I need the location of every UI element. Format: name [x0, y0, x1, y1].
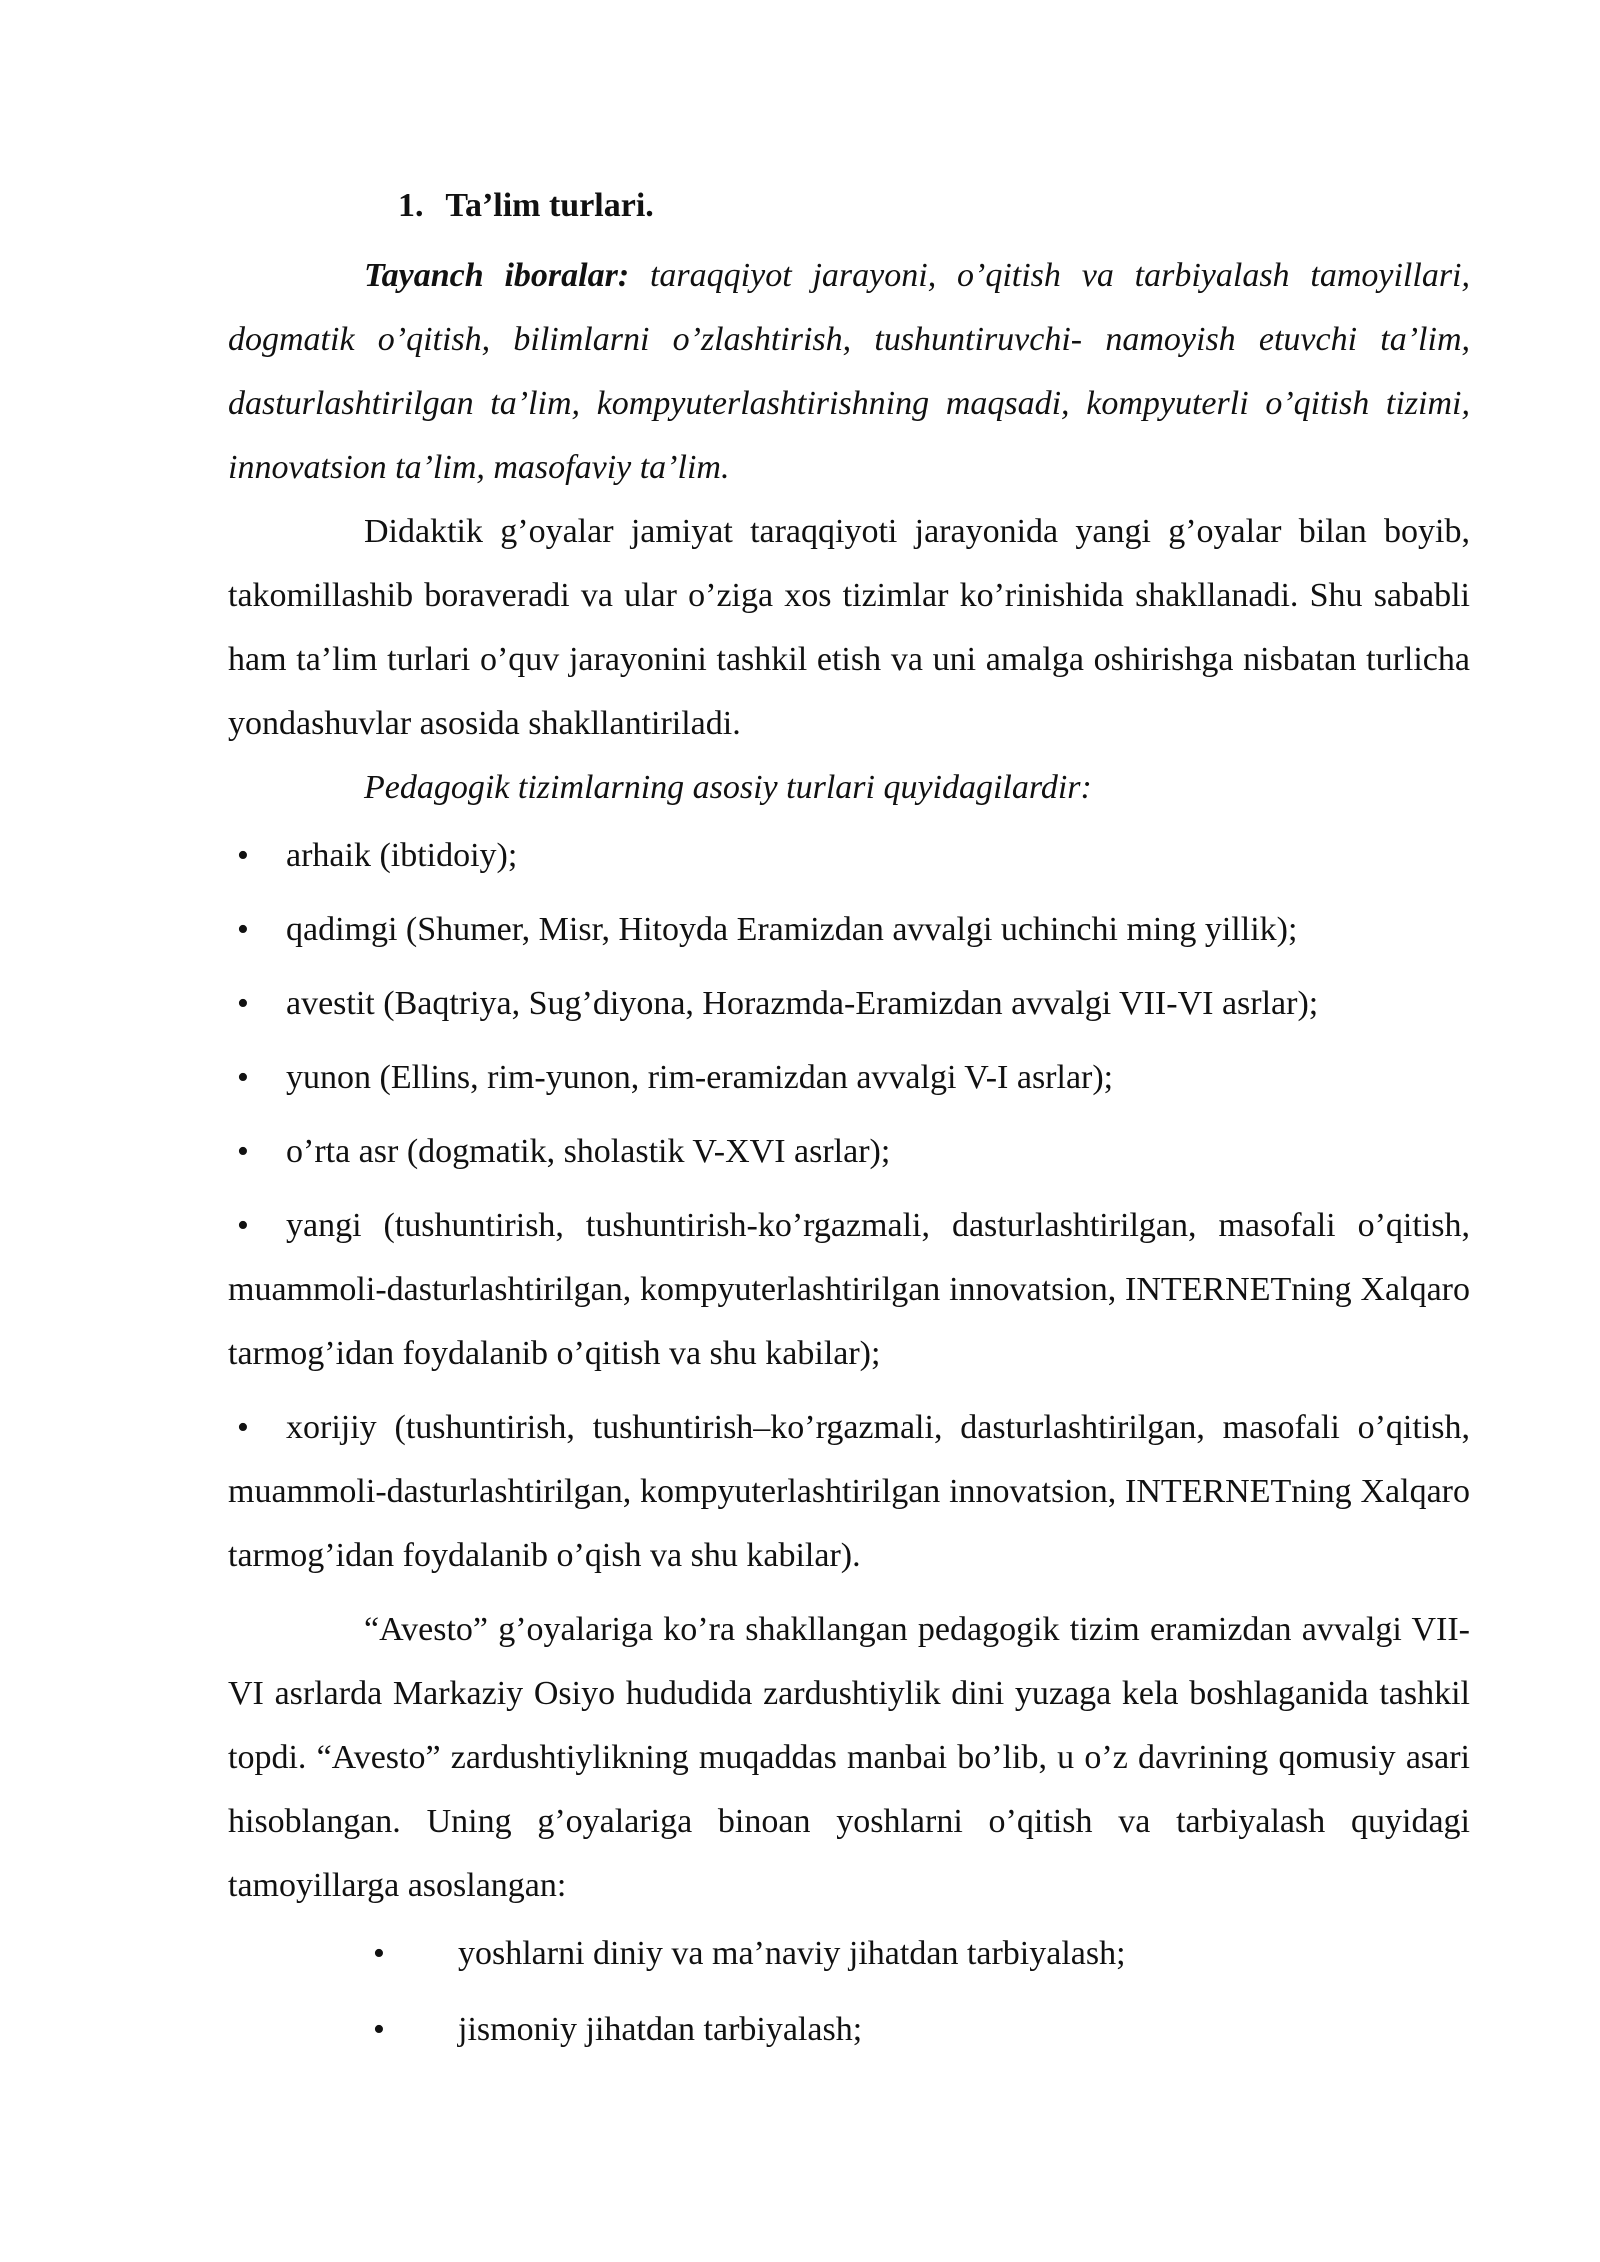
- document-page: [228, 178, 1470, 2074]
- heading-number: 1.: [398, 187, 424, 224]
- list-item: [228, 898, 1470, 962]
- bullet-icon: •: [373, 2011, 385, 2048]
- list-item-text: o’rta asr (dogmatik, sholastik V-XVI asrlar);: [286, 1133, 891, 1170]
- list-item-text: qadimgi (Shumer, Misr, Hitoyda Eramizdan avvalgi uchinchi ming yillik);: [286, 911, 1298, 948]
- list-item-text: jismoniy jihatdan tarbiyalash;: [458, 2011, 863, 2048]
- bullet-icon: •: [237, 1133, 249, 1170]
- list-item-text: avestit (Baqtriya, Sug’diyona, Horazmda-Eramizdan avvalgi VII-VI asrlar);: [286, 985, 1319, 1022]
- bullet-icon: •: [237, 1409, 249, 1446]
- keywords-text: taraqqiyot jarayoni, o’qitish va tarbiyalash tamoyillari, dogmatik o’qitish, bilimlarni o’zlashtirish, tushuntiruvchi- namoyish etuvchi ta’lim, dasturlashtirilgan ta’lim, kompyuterlashtirishning maqsadi, kompyuterli o’qitish tizimi, innovatsion ta’lim, masofaviy ta’lim.: [228, 257, 1470, 486]
- bullet-icon: •: [373, 1935, 385, 1972]
- list-item-text: yunon (Ellins, rim-yunon, rim-eramizdan avvalgi V-I asrlar);: [286, 1059, 1114, 1096]
- body-paragraph-1: Didaktik g’oyalar jamiyat taraqqiyoti jarayonida yangi g’oyalar bilan boyib, takomillashib boraveradi va ular o’ziga xos tizimlar ko’rinishida shakllanadi. Shu sababli ham ta’lim turlari o’quv jarayonini tashkil etish va uni amalga oshirishga nisbatan turlicha yondashuvlar asosida shakllantiriladi.: [228, 513, 1470, 742]
- bullet-icon: •: [237, 1207, 249, 1244]
- list-item-text: arhaik (ibtidoiy);: [286, 837, 518, 874]
- list-item: [228, 972, 1470, 1036]
- bullet-icon: •: [237, 1059, 249, 1096]
- list-intro: Pedagogik tizimlarning asosiy turlari quyidagilardir:: [364, 769, 1092, 806]
- list-item-text: yangi (tushuntirish, tushuntirish-ko’rgazmali, dasturlashtirilgan, masofali o’qitish, muammoli-dasturlashtirilgan, kompyuterlashtirilgan innovatsion, INTERNETning Xalqaro tarmog’idan foydalanib o’qitish va shu kabilar);: [228, 1207, 1470, 1372]
- list-item: [228, 1922, 1470, 1986]
- list-item: [228, 1194, 1470, 1386]
- list-item-text: xorijiy (tushuntirish, tushuntirish–ko’rgazmali, dasturlashtirilgan, masofali o’qitish, muammoli-dasturlashtirilgan, kompyuterlashtirilgan innovatsion, INTERNETning Xalqaro tarmog’idan foydalanib o’qish va shu kabilar).: [228, 1409, 1470, 1574]
- list-item: [228, 1120, 1470, 1184]
- body-paragraph-2: “Avesto” g’oyalariga ko’ra shakllangan pedagogik tizim eramizdan avvalgi VII-VI asrlarda Markaziy Osiyo hududida zardushtiylik dini yuzaga kela boshlaganida tashkil topdi. “Avesto” zardushtiylikning muqaddas manbai bo’lib, u o’z davrining qomusiy asari hisoblangan. Uning g’oyalariga binoan yoshlarni o’qitish va tarbiyalash quyidagi tamoyillarga asoslangan:: [228, 1611, 1470, 1904]
- bullet-icon: •: [237, 985, 249, 1022]
- list-item: [228, 824, 1470, 888]
- pedagogical-systems-list: [228, 824, 1470, 1588]
- list-item: [228, 1046, 1470, 1110]
- keywords-paragraph: [228, 244, 1470, 500]
- keywords-label: Tayanch iboralar:: [364, 257, 630, 294]
- list-item: [228, 1396, 1470, 1588]
- heading-title: Ta’lim turlari.: [445, 187, 654, 224]
- list-item: [228, 1998, 1470, 2062]
- principles-list: [228, 1922, 1470, 2062]
- bullet-icon: •: [237, 837, 249, 874]
- bullet-icon: •: [237, 911, 249, 948]
- section-heading: [228, 178, 1470, 234]
- list-item-text: yoshlarni diniy va ma’naviy jihatdan tarbiyalash;: [458, 1935, 1126, 1972]
